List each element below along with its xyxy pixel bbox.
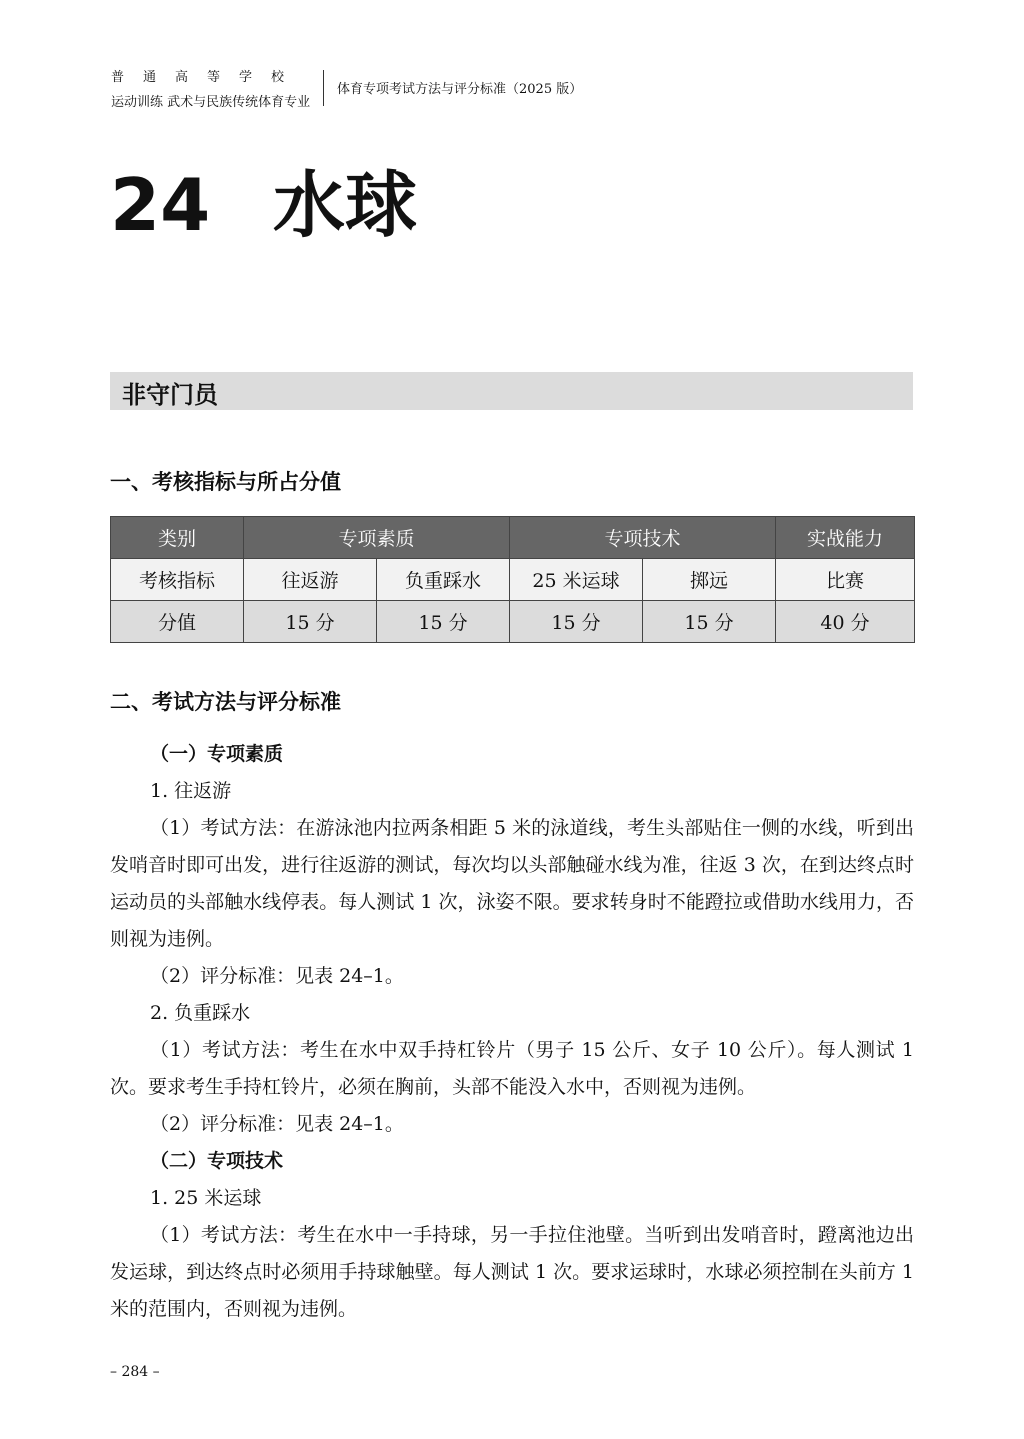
paragraph: （2）评分标准：见表 24–1。: [150, 1113, 404, 1135]
table-header-cell: 类别: [111, 517, 244, 559]
table-cell: 40 分: [776, 601, 915, 643]
item-heading: 1. 往返游: [150, 780, 232, 802]
table-cell: 掷远: [643, 559, 776, 601]
paragraph: （2）评分标准：见表 24–1。: [150, 965, 404, 987]
table-cell: 15 分: [510, 601, 643, 643]
section-title: 非守门员: [122, 380, 218, 409]
header-left: [111, 66, 311, 110]
table-header-cell: 实战能力: [776, 517, 915, 559]
chapter-title: [110, 160, 417, 250]
table-header-cell: 专项技术: [510, 517, 776, 559]
table-cell: 15 分: [244, 601, 377, 643]
header-major: 运动训练 武术与民族传统体育专业: [111, 95, 311, 110]
paragraph: （1）考试方法：考生在水中双手持杠铃片（男子 15 公斤、女子 10 公斤）。每人测试 1 次。要求考生手持杠铃片，必须在胸前，头部不能没入水中，否则视为违例。: [110, 1039, 914, 1098]
table-row: [111, 601, 915, 643]
score-table: [110, 516, 915, 643]
header-school: 普通高等学校: [111, 70, 304, 85]
paragraph: （1）考试方法：在游泳池内拉两条相距 5 米的泳道线，考生头部贴住一侧的水线，听到出发哨音时即可出发，进行往返游的测试，每次均以头部触碰水线为准，往返 3 次，在到达终点时运动员的头部触水线停表。每人测试 1 次，泳姿不限。要求转身时不能蹬拉或借助水线用力，否则视为违例。: [110, 817, 914, 950]
section-banner: [110, 372, 913, 410]
table-row: [111, 559, 915, 601]
table-header-row: [111, 517, 915, 559]
page-number: – 284 –: [110, 1364, 160, 1380]
item-heading: 1. 25 米运球: [150, 1187, 262, 1209]
table-cell: 比赛: [776, 559, 915, 601]
table-header-cell: 专项素质: [244, 517, 510, 559]
part2-heading: 二、考试方法与评分标准: [110, 689, 341, 714]
table-cell: 15 分: [643, 601, 776, 643]
subsection-heading: （二）专项技术: [150, 1150, 284, 1172]
table-cell: 分值: [111, 601, 244, 643]
table-cell: 15 分: [377, 601, 510, 643]
header-book-title: 体育专项考试方法与评分标准（2025 版）: [337, 82, 583, 97]
part1-heading: 一、考核指标与所占分值: [110, 469, 341, 494]
table-cell: 往返游: [244, 559, 377, 601]
chapter-name: 水球: [273, 163, 418, 247]
subsection-heading: （一）专项素质: [150, 743, 284, 765]
table-cell: 考核指标: [111, 559, 244, 601]
header-divider: [323, 70, 324, 106]
paragraph: （1）考试方法：考生在水中一手持球，另一手拉住池壁。当听到出发哨音时，蹬离池边出发运球，到达终点时必须用手持球触壁。每人测试 1 次。要求运球时，水球必须控制在头前方 1 米的范围内，否则视为违例。: [110, 1224, 914, 1320]
chapter-number: 24: [110, 163, 211, 247]
item-heading: 2. 负重踩水: [150, 1002, 251, 1024]
table-cell: 25 米运球: [510, 559, 643, 601]
table-cell: 负重踩水: [377, 559, 510, 601]
body-text: [110, 736, 914, 1328]
